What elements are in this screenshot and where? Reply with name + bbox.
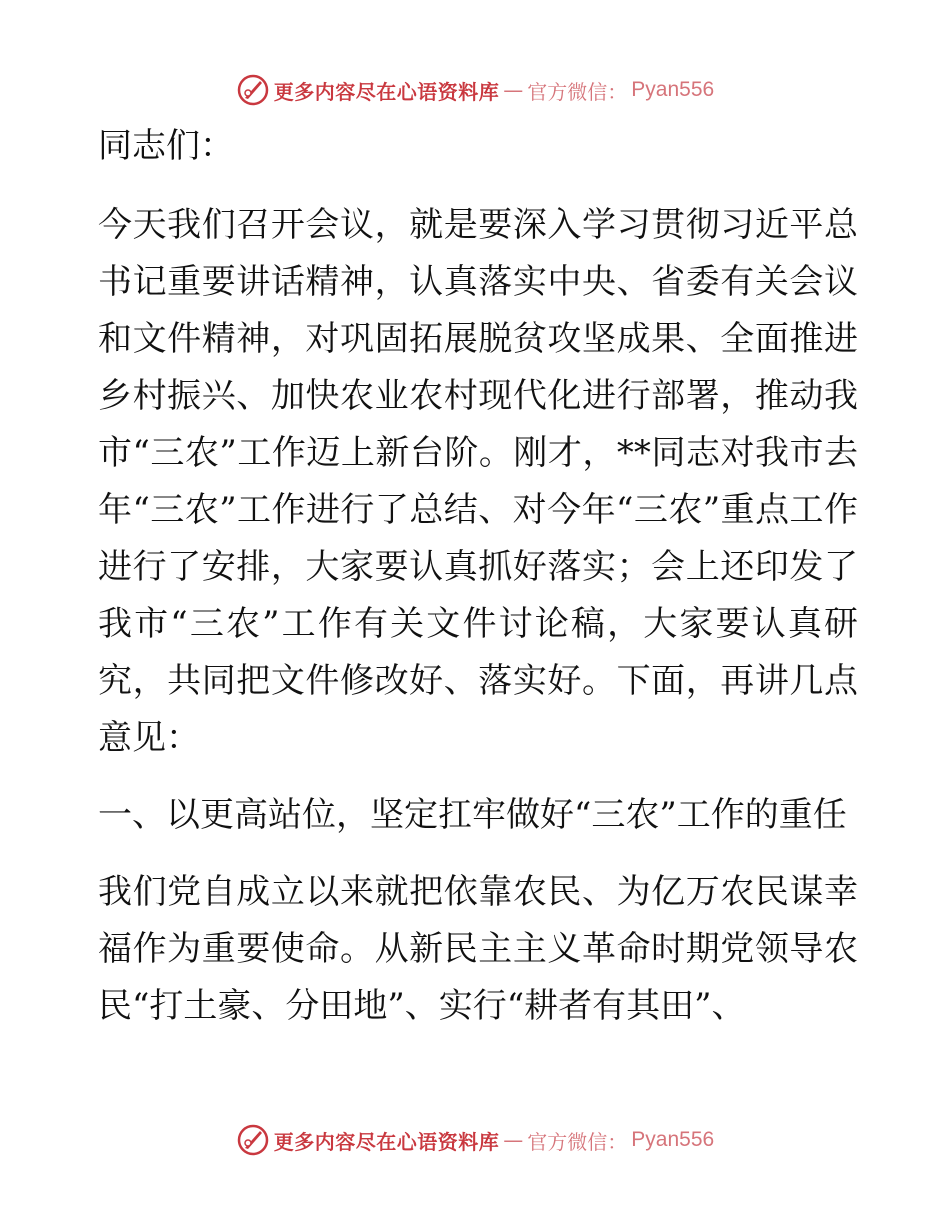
quill-circle-icon <box>236 1123 270 1157</box>
watermark-wechat-id: Pyan556 <box>631 1128 715 1151</box>
header-watermark <box>0 70 950 110</box>
salutation: 同志们： <box>98 126 234 166</box>
paragraph-section-1: 我们党自成立以来就把依靠农民、为亿万农民谋幸福作为重要使命。从新民主主义革命时期党领导农民“打土豪、分田地”、实行“耕者有其田”、 <box>98 872 858 1026</box>
watermark-brand: 更多内容尽在心语资料库 <box>273 1129 500 1154</box>
paragraph-intro: 今天我们召开会议，就是要深入学习贯彻习近平总书记重要讲话精神，认真落实中央、省委有关会议和文件精神，对巩固拓展脱贫攻坚成果、全面推进乡村振兴、加快农业农村现代化进行部署，推动我市“三农”工作迈上新台阶。刚才，**同志对我市去年“三农”工作进行了总结、对今年“三农”重点工作进行了安排，大家要认真抓好落实；会上还印发了我市“三农”工作有关文件讨论稿，大家要认真研究，共同把文件修改好、落实好。下面，再讲几点意见： <box>98 205 858 758</box>
watermark-official: 官方微信： <box>527 79 628 104</box>
watermark-banner-footer <box>236 1123 714 1157</box>
quill-circle-icon <box>236 73 270 107</box>
watermark-wechat-id: Pyan556 <box>631 78 715 101</box>
watermark-dash: — <box>503 1128 524 1152</box>
footer-watermark <box>0 1120 950 1160</box>
watermark-brand: 更多内容尽在心语资料库 <box>273 79 500 104</box>
watermark-dash: — <box>503 78 524 102</box>
watermark-banner <box>236 73 714 107</box>
watermark-official: 官方微信： <box>527 1129 628 1154</box>
section-heading-1: 一、以更高站位，坚定扛牢做好“三农”工作的重任 <box>98 795 847 835</box>
document-body <box>98 118 858 1035</box>
